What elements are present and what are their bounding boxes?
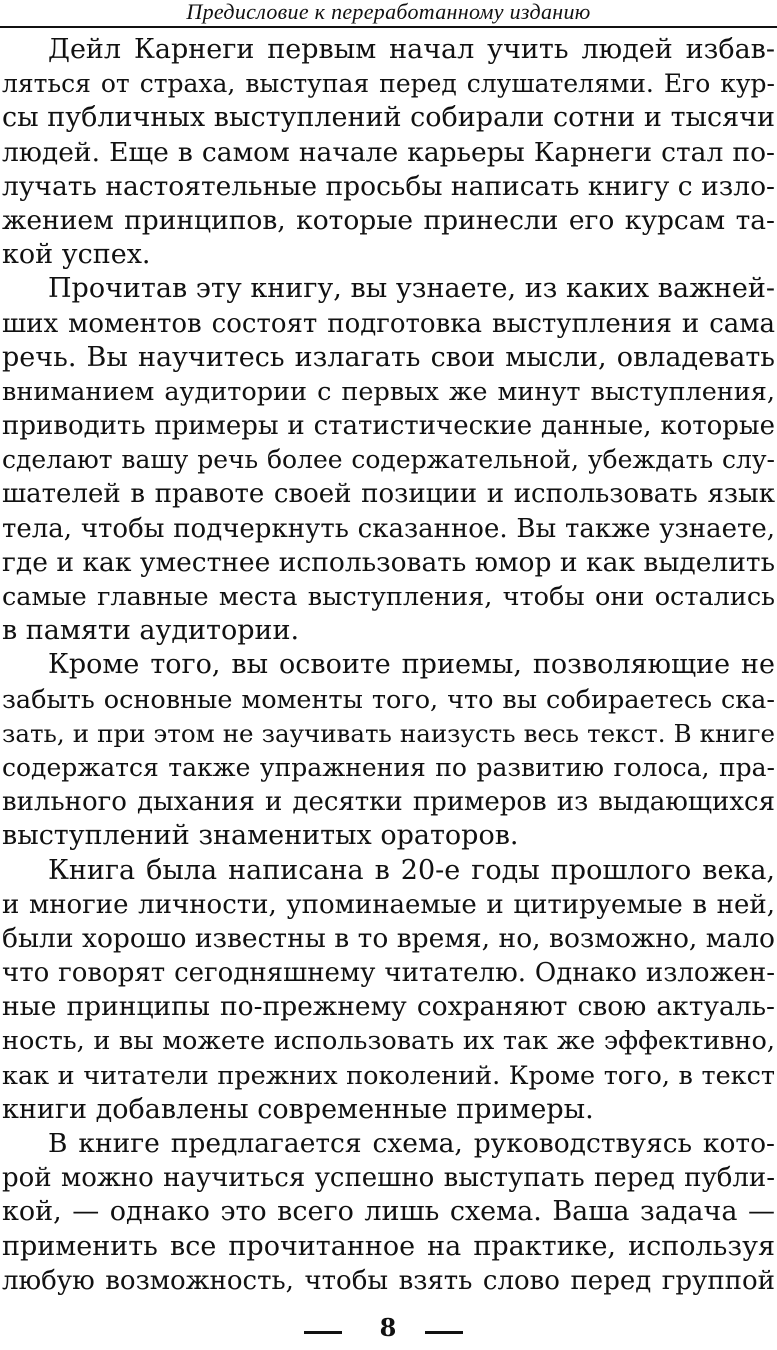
footer-dash-right <box>425 1331 463 1334</box>
text-line: лучать настоятельные просьбы написать книгу с изло- <box>2 170 775 202</box>
text-line: ших моментов состоят подготовка выступления и сама <box>2 308 775 339</box>
text-line: забыть основные моменты того, что вы собираетесь ска- <box>2 684 775 715</box>
body-text <box>2 33 775 1298</box>
text-line: применить все прочитанное на практике, используя <box>2 1230 775 1262</box>
text-line: как и читатели прежних поколений. Кроме того, в текст <box>2 1060 775 1091</box>
text-line: Книга была написана в 20-е годы прошлого века, <box>48 854 775 886</box>
text-line: кой, — однако это всего лишь схема. Ваша задача — <box>2 1196 775 1228</box>
text-line: рой можно научиться успешно выступать перед публи- <box>2 1163 775 1194</box>
text-line: ляться от страха, выступая перед слушателями. Его кур- <box>2 69 775 99</box>
text-line: ные принципы по-прежнему сохраняют свою актуаль- <box>2 991 775 1023</box>
page-footer <box>0 1308 777 1348</box>
text-line: тела, чтобы подчеркнуть сказанное. Вы также узнаете, <box>2 513 775 544</box>
text-line: выступлений знаменитых ораторов. <box>2 820 519 852</box>
text-line: Кроме того, вы освоите приемы, позволяющие не <box>48 649 775 681</box>
text-line: были хорошо известны в то время, но, возможно, мало <box>2 922 775 954</box>
text-line: сы публичных выступлений собирали сотни и тысячи <box>2 102 775 134</box>
footer-dash-left <box>304 1331 342 1334</box>
paragraph-4 <box>2 854 775 1128</box>
paragraph-3 <box>2 648 775 853</box>
text-line: в памяти аудитории. <box>2 615 300 647</box>
paragraph-1 <box>2 33 775 272</box>
text-line: ность, и вы можете использовать их так же эффективно, <box>2 1026 775 1057</box>
text-line: и многие личности, упоминаемые и цитируемые в ней, <box>2 889 775 920</box>
text-line: самые главные места выступления, чтобы они остались <box>2 582 775 612</box>
page-number: 8 <box>379 1313 397 1342</box>
text-line: вниманием аудитории с первых же минут выступления, <box>2 376 775 407</box>
text-line: Дейл Карнеги первым начал учить людей избав- <box>48 34 775 65</box>
text-line: речь. Вы научитесь излагать свои мысли, овладевать <box>2 341 775 373</box>
text-line: Прочитав эту книгу, вы узнаете, из каких важней- <box>48 273 775 305</box>
text-line: где и как уместнее использовать юмор и как выделить <box>2 546 775 578</box>
text-line: что говорят сегодняшнему читателю. Однако изложен- <box>2 958 775 989</box>
text-line: жением принципов, которые принесли его курсам та- <box>2 204 775 236</box>
text-line: любую возможность, чтобы взять слово перед группой <box>2 1265 775 1296</box>
text-line: людей. Еще в самом начале карьеры Карнеги стал по- <box>2 136 775 168</box>
text-line: шателей в правоте своей позиции и использовать язык <box>2 479 775 510</box>
text-line: В книге предлагается схема, руководствуясь кото- <box>48 1128 775 1159</box>
text-line: кой успех. <box>2 239 151 271</box>
text-line: вильного дыхания и десятки примеров из выдающихся <box>2 787 775 818</box>
text-line: приводить примеры и статистические данные, которые <box>2 411 775 442</box>
text-line: книги добавлены современные примеры. <box>2 1093 594 1125</box>
running-header: Предисловие к переработанному изданию <box>186 0 591 24</box>
paragraph-5 <box>2 1127 775 1298</box>
text-line: сделают вашу речь более содержательной, убеждать слу- <box>2 445 775 475</box>
text-line: содержатся также упражнения по развитию голоса, пра- <box>2 752 775 782</box>
text-line: зать, и при этом не заучивать наизусть весь текст. В книге <box>2 718 775 748</box>
header-rule <box>0 26 777 28</box>
paragraph-2 <box>2 272 775 648</box>
